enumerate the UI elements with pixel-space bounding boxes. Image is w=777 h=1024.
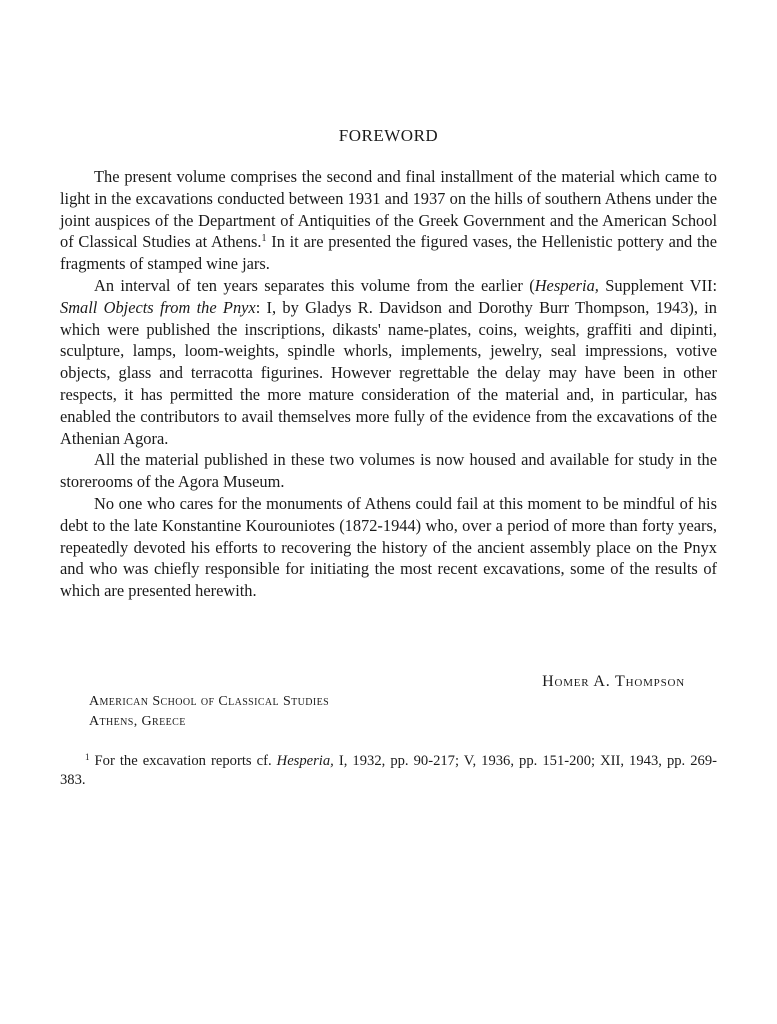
foreword-body [60,166,717,602]
footnote-mark: 1 [85,752,90,762]
paragraph-2-italic-hesperia: Hesperia, [534,275,599,295]
paragraph-1-text-b: In it are presented the figured vases, the Hellenistic pottery and the fragments of stamped wine jars. [60,232,717,274]
affiliation-location: Athens, Greece [89,714,186,729]
footnote-text-a: For the excavation reports cf. [89,753,277,769]
footnote [60,752,717,790]
paragraph-3-text: All the material published in these two volumes is now housed and available for study in the storerooms of the Agora Museum. [60,450,717,492]
footnote-italic-hesperia: Hesperia, [276,753,334,769]
paragraph-1-text-a: The present volume comprises the second and final installment of the material which came to light in the excavations conducted between 1931 and 1937 on the hills of southern Athens under the joint auspices of the Department of Antiquities of the Greek Government and the American School of Classical Studies at Athens. [60,167,717,252]
page-title: FOREWORD [338,126,439,145]
paragraph-4-text: No one who cares for the monuments of Athens could fail at this moment to be mindful of his debt to the late Konstantine Kourouniotes (1872-1944) who, over a period of more than forty years, repeatedly devoted his efforts to recovering the history of the ancient assembly place on the Pnyx and who was chiefly responsible for initiating the most recent excavations, some of the results of which are presented herewith. [60,493,717,601]
paragraph-2-text-c: : I, by Gladys R. Davidson and Dorothy Burr Thompson, 1943), in which were published the inscriptions, dikasts' name-plates, coins, weights, graffiti and dipinti, sculpture, lamps, loom-weights, spindle whorls, implements, jewelry, seal impressions, votive objects, glass and terracotta figurines. However regrettable the delay may have been in other respects, it has permitted the more mature consideration of the material and, in particular, has enabled the contributors to avail themselves more fully of the evidence from the excavations of the Athenian Agora. [60,297,717,448]
footnote-reference: 1 [261,233,267,245]
paragraph-2-italic-title: Small Objects from the Pnyx [60,297,256,317]
paragraph-2-text-a: An interval of ten years separates this volume from the earlier ( [94,275,535,295]
author-affiliation [89,692,329,732]
affiliation-institution: American School of Classical Studies [89,694,330,709]
paragraph-1 [60,166,717,275]
paragraph-2 [60,275,717,449]
paragraph-4 [60,493,717,602]
paragraph-2-text-b: Supplement VII: [598,275,717,295]
paragraph-3 [60,449,717,493]
footnote-text-b: I, 1932, pp. 90-217; V, 1936, pp. 151-200; XII, 1943, pp. 269-383. [60,753,717,788]
author-signature: Homer A. Thompson [542,673,685,690]
